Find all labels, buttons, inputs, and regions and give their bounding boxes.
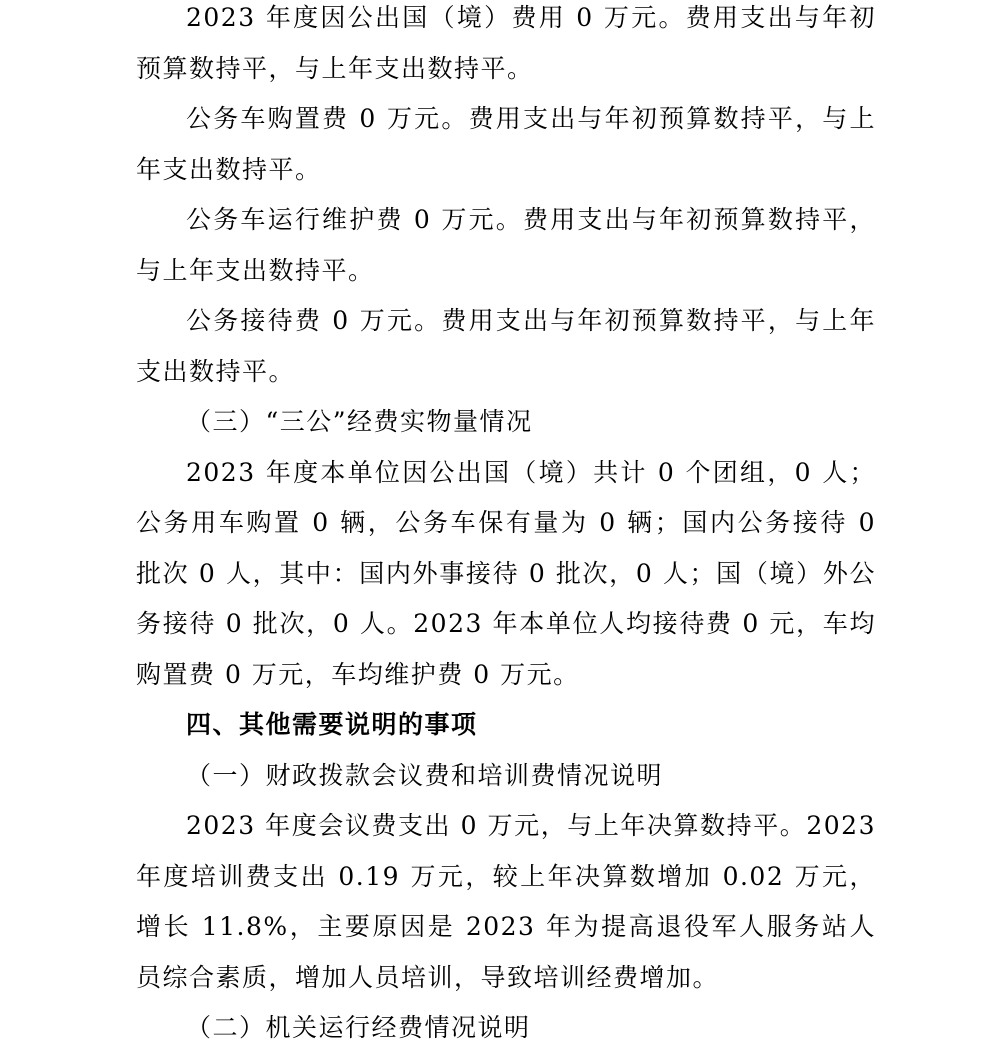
paragraph-physical-quantity-details: 2023 年度本单位因公出国（境）共计 0 个团组，0 人；公务用车购置 0 辆，公务车保有量为 0 辆；国内公务接待 0 批次 0 人，其中：国内外事接待 0 批次，0 人；国（境）外公务接待 0 批次，0 人。2023 年本单位人均接待费 0 元，车均购置费 0 万元，车均维护费 0 万元。: [136, 457, 876, 689]
paragraph-outbound-travel-expense: 2023 年度因公出国（境）费用 0 万元。费用支出与年初预算数持平，与上年支出数持平。: [136, 3, 876, 83]
subheading-meeting-training-fees: （一）财政拨款会议费和培训费情况说明: [186, 760, 664, 790]
subheading-operating-expenses: （二）机关运行经费情况说明: [186, 1013, 531, 1042]
paragraph-reception-expense: 公务接待费 0 万元。费用支出与年初预算数持平，与上年支出数持平。: [136, 306, 876, 386]
document-page: [136, 0, 876, 1054]
paragraph-meeting-training-details: 2023 年度会议费支出 0 万元，与上年决算数持平。2023 年度培训费支出 0.19 万元，较上年决算数增加 0.02 万元，增长 11.8%，主要原因是 2023 年为提高退役军人服务站人员综合素质，增加人员培训，导致培训经费增加。: [136, 811, 876, 992]
subheading-physical-quantity: （三）“三公”经费实物量情况: [186, 407, 533, 436]
paragraph-vehicle-maintenance-expense: 公务车运行维护费 0 万元。费用支出与年初预算数持平，与上年支出数持平。: [136, 205, 876, 285]
section-heading-other-matters: 四、其他需要说明的事项: [186, 710, 478, 739]
paragraph-vehicle-purchase-expense: 公务车购置费 0 万元。费用支出与年初预算数持平，与上年支出数持平。: [136, 104, 876, 184]
